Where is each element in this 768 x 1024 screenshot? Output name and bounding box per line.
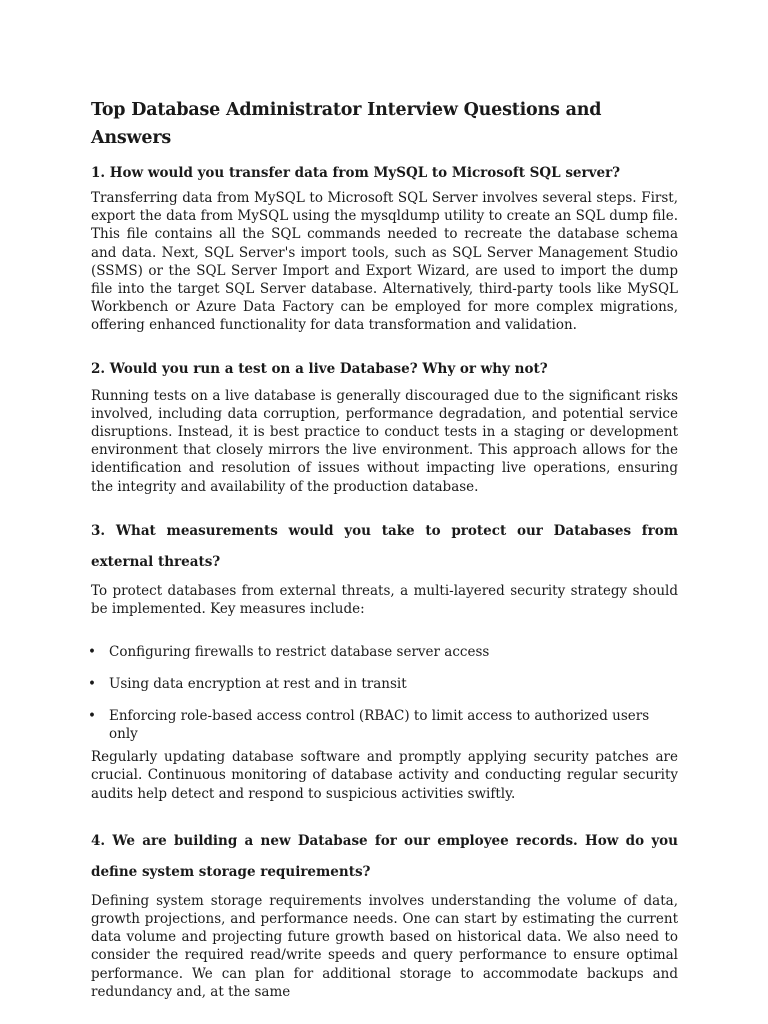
question-3-heading: 3. What measurements would you take to protect our Databases from external threats? xyxy=(91,522,678,570)
list-item-text: Using data encryption at rest and in transit xyxy=(109,676,407,693)
bullet-marker: • xyxy=(88,676,96,693)
list-item-text: Configuring firewalls to restrict database server access xyxy=(109,644,490,661)
question-2-answer: Running tests on a live database is generally discouraged due to the significant risks involved, including data corruption, performance degradation, and potential service disruptions. Instead, it is best practice to conduct tests in a staging or development environment that closely mirrors the live environment. This approach allows for the identification and resolution of issues without impacting live operations, ensuring the integrity and availability of the production database. xyxy=(91,387,678,495)
list-item xyxy=(88,675,678,707)
question-1-answer: Transferring data from MySQL to Microsoft SQL Server involves several steps. First, export the data from MySQL using the mysqldump utility to create an SQL dump file. This file contains all the SQL commands needed to recreate the database schema and data. Next, SQL Server's import tools, such as SQL Server Management Studio (SSMS) or the SQL Server Import and Export Wizard, are used to import the dump file into the target SQL Server database. Alternatively, third-party tools like MySQL Workbench or Azure Data Factory can be employed for more complex migrations, offering enhanced functionality for data transformation and validation. xyxy=(91,190,678,334)
question-2-heading: 2. Would you run a test on a live Database? Why or why not? xyxy=(91,360,548,377)
document-page xyxy=(88,96,678,1001)
question-3-section xyxy=(88,516,678,803)
bullet-marker: • xyxy=(88,708,96,725)
question-4-answer: Defining system storage requirements involves understanding the volume of data, growth projections, and performance needs. One can start by estimating the current data volume and projecting future growth based on historical data. We also need to consider the required read/write speeds and query performance to ensure optimal performance. We can plan for additional storage to accommodate backups and redundancy and, at the same xyxy=(91,892,678,1000)
question-4-section xyxy=(91,826,678,1001)
security-measures-list xyxy=(88,643,678,743)
bullet-marker: • xyxy=(88,644,96,661)
list-item-text: Enforcing role-based access control (RBAC) to limit access to authorized users only xyxy=(109,708,650,743)
question-2-section xyxy=(91,358,678,496)
question-1-heading: 1. How would you transfer data from MySQL to Microsoft SQL server? xyxy=(91,165,621,181)
question-3-outro: Regularly updating database software and promptly applying security patches are crucial. Continuous monitoring of database activity and conducting regular security audits help detect and respond to suspicious activities swiftly. xyxy=(91,749,678,802)
list-item xyxy=(88,707,678,743)
document-title: Top Database Administrator Interview Questions and Answers xyxy=(91,100,602,148)
list-item xyxy=(88,643,678,675)
question-4-heading: 4. We are building a new Database for our employee records. How do you define system storage requirements? xyxy=(91,832,678,880)
question-1-section xyxy=(91,162,678,335)
question-3-intro: To protect databases from external threats, a multi-layered security strategy should be implemented. Key measures include: xyxy=(91,582,678,618)
